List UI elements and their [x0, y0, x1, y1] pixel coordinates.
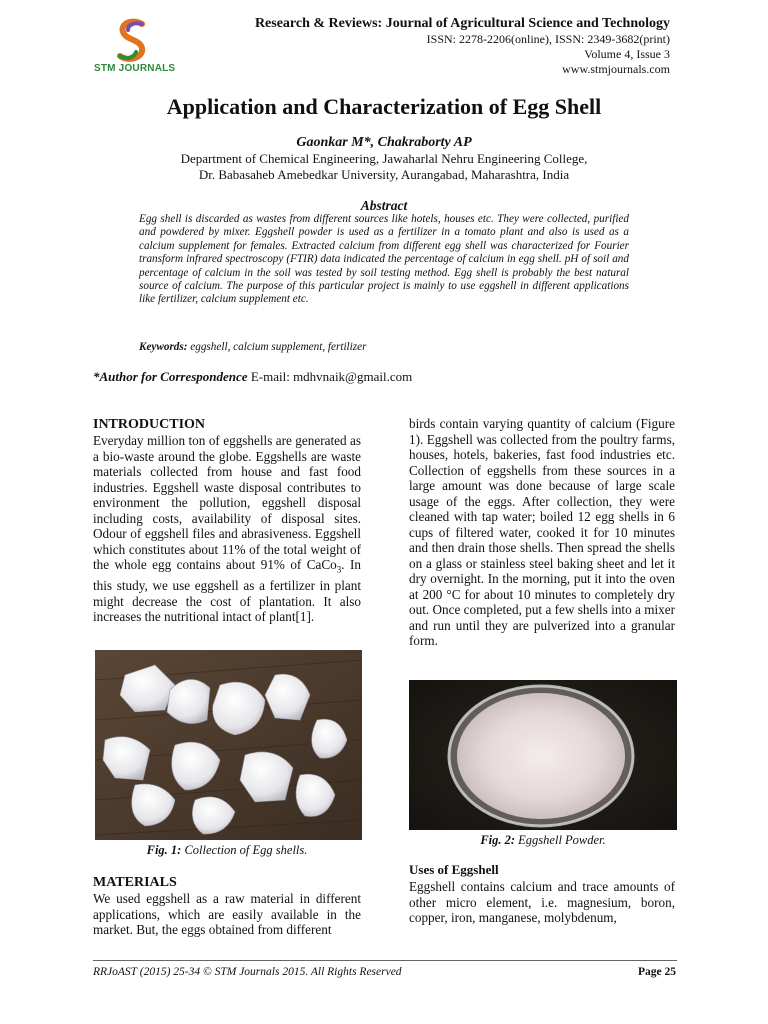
- figure-1-label: Fig. 1:: [146, 843, 182, 857]
- journal-volume: Volume 4, Issue 3: [584, 47, 670, 61]
- materials-paragraph: We used eggshell as a raw material in different applications, which are easily available in the market. But, the eggs obtained from different: [93, 891, 361, 937]
- page-number: Page 25: [637, 966, 676, 978]
- paper-authors: Gaonkar M*, Chakraborty AP: [296, 135, 472, 150]
- keywords-list: eggshell, calcium supplement, fertilizer: [190, 341, 367, 353]
- correspondence-label: *Author for Correspondence: [93, 369, 248, 384]
- figure-2-caption-text: Eggshell Powder.: [518, 833, 606, 847]
- intro-text-a: Everyday million ton of eggshells are generated as a bio-waste around the globe. Eggshells are waste materials collected from house and fast food industries. Eggshell waste disposal contributes to environment the pollution, eggshell disposal including costs, availability of disposal sites. Odour of eggshell files and abrasiveness. Eggshell which constitutes about 11% of the total weight of the whole egg contains about 91% of CaCo: [93, 433, 361, 572]
- correspondence: [93, 369, 412, 385]
- journal-header: [255, 16, 670, 77]
- uses-heading: Uses of Eggshell: [409, 862, 499, 877]
- affiliation-line-1: Department of Chemical Engineering, Jawaharlal Nehru Engineering College,: [180, 151, 588, 166]
- footer-citation: RRJoAST (2015) 25-34 © STM Journals 2015. All Rights Reserved: [93, 966, 402, 978]
- correspondence-email[interactable]: E-mail: mdhvnaik@gmail.com: [250, 369, 413, 384]
- intro-text-b: . In this study, we use eggshell as a fertilizer in plant might decrease the cost of plantation. It also increases the nutritional intact of plant[1].: [93, 557, 361, 625]
- keywords: [139, 341, 366, 353]
- journal-title: Research & Reviews: Journal of Agricultural Science and Technology: [254, 16, 670, 31]
- method-paragraph: birds contain varying quantity of calcium (Figure 1). Eggshell was collected from the poultry farms, houses, hotels, bakeries, fast food industries etc. Collection of eggshells from these sources in a large amount was done because of large scale usage of the eggs. After collection, they were cleaned with tap water; boiled 12 egg shells in 6 cups of filtered water, cooked it for 10 minutes and then drain those shells. Then spread the shells on a glass or stainless steel baking sheet and let it dry overnight. In the morning, put it into the oven at 200 °C for about 10 minutes to completely dry out. Once completed, put a few shells into a mixer and run until they are pulverized into a granular form.: [409, 416, 675, 648]
- figure-2-label: Fig. 2:: [480, 833, 516, 847]
- intro-subscript: 3: [336, 564, 342, 575]
- egg-shells-photo: [95, 650, 362, 840]
- keywords-label: Keywords:: [139, 341, 188, 353]
- materials-heading: MATERIALS: [93, 875, 177, 890]
- figure-2-caption: [409, 833, 677, 848]
- footer-divider: [93, 960, 677, 961]
- uses-paragraph: Eggshell contains calcium and trace amounts of other micro element, i.e. magnesium, boron, copper, iron, manganese, molybdenum,: [409, 879, 675, 925]
- affiliation: [0, 151, 768, 183]
- journal-website[interactable]: www.stmjournals.com: [562, 62, 670, 76]
- figure-1-caption-text: Collection of Egg shells.: [184, 843, 308, 857]
- intro-paragraph: [93, 433, 361, 625]
- journal-issn: ISSN: 2278-2206(online), ISSN: 2349-3682(print): [426, 32, 670, 46]
- figure-1-caption: [93, 843, 361, 858]
- paper-title: Application and Characterization of Egg Shell: [166, 94, 602, 119]
- affiliation-line-2: Dr. Babasaheb Amebedkar University, Aurangabad, Maharashtra, India: [198, 167, 570, 182]
- stm-logo-icon: [112, 18, 154, 62]
- eggshell-powder-photo: [409, 680, 677, 830]
- logo-text: STM JOURNALS: [94, 63, 176, 74]
- intro-heading: INTRODUCTION: [93, 417, 206, 432]
- abstract-heading: Abstract: [360, 198, 408, 213]
- abstract-text: Egg shell is discarded as wastes from different sources like hotels, houses etc. They were collected, purified and powdered by mixer. Eggshell powder is used as a fertilizer in a tomato plant and also is used as a calcium supplement for females. Extracted calcium from different egg shell was characterized for Fourier transform infrared spectroscopy (FTIR) data indicated the percentage of calcium in egg shell. pH of soil and percentage of calcium in the soil was tested by soil testing method. Egg shell is probably the best natural source of calcium. The purpose of this particular project is mainly to use eggshell in different applications like fertilizer, calcium supplement etc.: [139, 213, 629, 306]
